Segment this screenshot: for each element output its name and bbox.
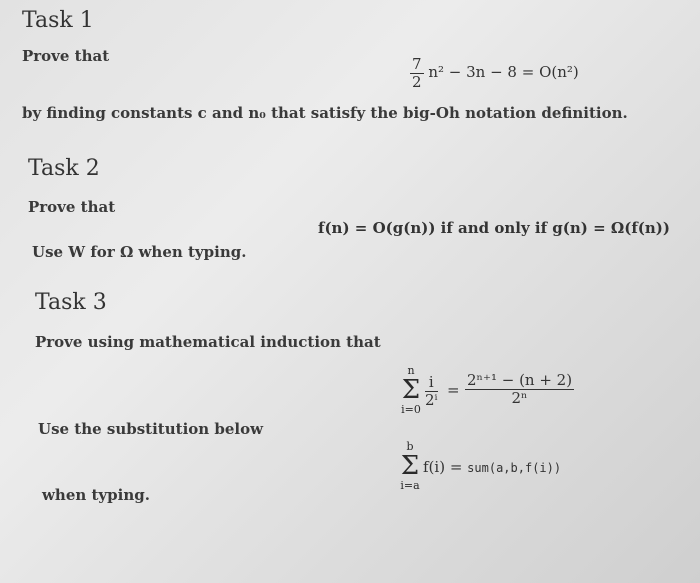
task1-expression: n² − 3n − 8 = O(n²) <box>428 63 579 81</box>
task2-prove-label: Prove that <box>28 198 116 216</box>
sigma-symbol: Σ <box>400 451 420 481</box>
sigma-symbol: Σ <box>401 375 421 405</box>
task2-note: Use W for Ω when typing. <box>32 243 247 261</box>
task2-heading: Task 2 <box>28 156 100 181</box>
task1-description: by finding constants c and n₀ that satisfy the big-Oh notation definition. <box>22 104 628 122</box>
substitution-expression: f(i) = sum(a,b,f(i)) <box>423 458 562 476</box>
task1-coefficient: $\frac{7}{2}$ <box>412 55 422 91</box>
task3-equals: = <box>447 381 460 399</box>
task3-substitution-note: Use the substitution below <box>38 420 264 438</box>
task3-typing-note: when typing. <box>42 486 150 504</box>
task2-equation: f(n) = O(g(n)) if and only if g(n) = Ω(f(n)) <box>318 219 670 237</box>
task3-prove-label: Prove using mathematical induction that <box>35 333 381 351</box>
task1-heading: Task 1 <box>22 8 94 33</box>
task3-term: $\frac{i}{\text{2ⁱ}}$ <box>425 373 438 409</box>
task1-equation <box>410 56 579 90</box>
substitution-summation: b Σ i=a <box>397 440 423 492</box>
task3-heading: Task 3 <box>35 290 107 315</box>
task1-prove-label: Prove that <box>22 47 110 65</box>
task3-rhs: $\frac{\text{2ⁿ⁺¹ − (n + 2)}}{\text{2ⁿ}}$ <box>467 371 573 407</box>
task3-summation: n Σ i=0 <box>395 364 427 416</box>
